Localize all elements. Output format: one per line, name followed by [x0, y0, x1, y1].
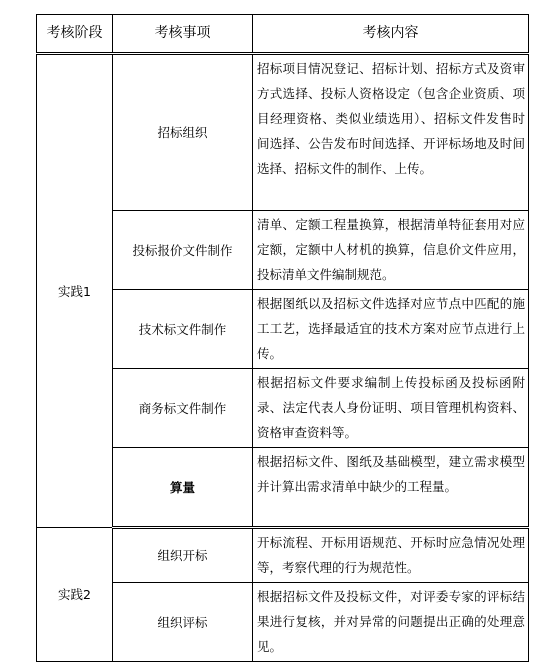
- assessment-table-wrap: [36, 14, 529, 662]
- stage-cell-1: 实践1: [37, 54, 113, 528]
- item-cell: 招标组织: [113, 54, 253, 211]
- item-cell: 算量: [113, 448, 253, 528]
- header-stage: 考核阶段: [37, 15, 113, 54]
- table-row: [37, 528, 529, 583]
- content-cell: 根据招标文件要求编制上传投标函及投标函附录、法定代表人身份证明、项目管理机构资料、资格审查资料等。: [253, 369, 529, 448]
- header-content: 考核内容: [253, 15, 529, 54]
- content-cell: 清单、定额工程量换算，根据清单特征套用对应定额，定额中人材机的换算，信息价文件应用，投标清单文件编制规范。: [253, 211, 529, 290]
- header-item: 考核事项: [113, 15, 253, 54]
- content-cell: 开标流程、开标用语规范、开标时应急情况处理等，考察代理的行为规范性。: [253, 528, 529, 583]
- item-cell: 投标报价文件制作: [113, 211, 253, 290]
- content-cell: 根据招标文件、图纸及基础模型，建立需求模型并计算出需求清单中缺少的工程量。: [253, 448, 529, 528]
- item-cell: 组织开标: [113, 528, 253, 583]
- item-cell: 商务标文件制作: [113, 369, 253, 448]
- table-row: [37, 54, 529, 211]
- table-header-row: [37, 15, 529, 54]
- stage-cell-2: 实践2: [37, 528, 113, 662]
- content-cell: 根据图纸以及招标文件选择对应节点中匹配的施工工艺，选择最适宜的技术方案对应节点进行上传。: [253, 290, 529, 369]
- content-cell: 根据招标文件及投标文件，对评委专家的评标结果进行复核，并对异常的问题提出正确的处理意见。: [253, 583, 529, 662]
- content-cell: 招标项目情况登记、招标计划、招标方式及资审方式选择、投标人资格设定（包含企业资质、项目经理资格、类似业绩选用）、招标文件发售时间选择、公告发布时间选择、开评标场地及时间选择、招标文件的制作、上传。: [253, 54, 529, 211]
- item-cell: 组织评标: [113, 583, 253, 662]
- item-cell: 技术标文件制作: [113, 290, 253, 369]
- assessment-table: [36, 14, 529, 662]
